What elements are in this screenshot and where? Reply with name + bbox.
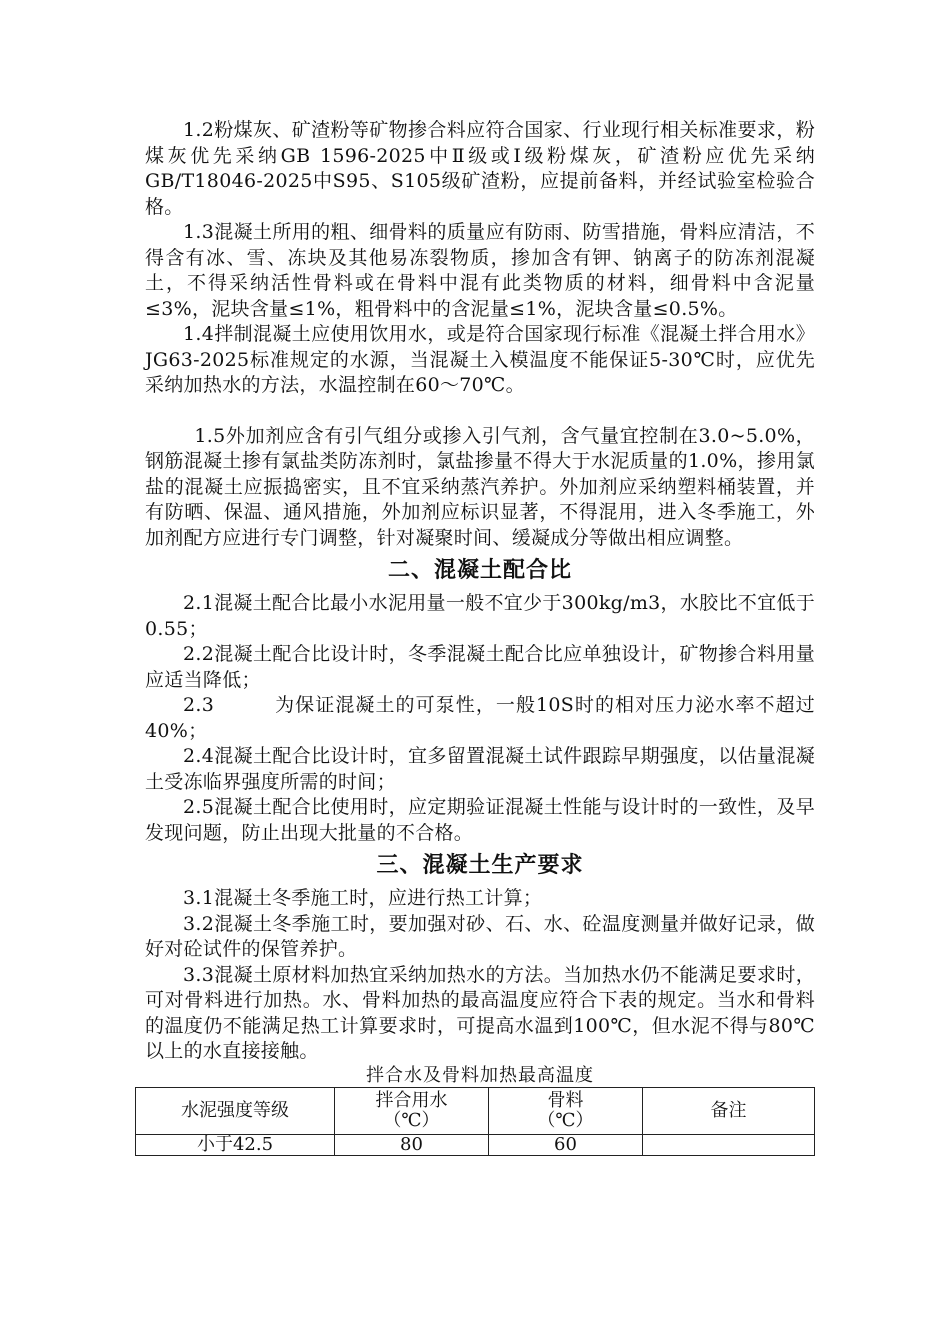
paragraph-2-2: 2.2混凝土配合比设计时，冬季混凝土配合比应单独设计，矿物掺合料用量应适当降低； <box>145 643 815 691</box>
heating-temperature-table <box>135 1087 815 1156</box>
paragraph-1-4: 1.4拌制混凝土应使用饮用水，或是符合国家现行标准《混凝土拌合用水》JG63-2025标准规定的水源，当混凝土入模温度不能保证5-30℃时，应优先采纳加热水的方法，水温控制在60～70℃。 <box>145 323 815 396</box>
table-header-row <box>136 1087 815 1134</box>
paragraph-2-1: 2.1混凝土配合比最小水泥用量一般不宜少于300kg/m3，水胶比不宜低于0.55； <box>145 592 815 640</box>
paragraph-1-5: 1.5外加剂应含有引气组分或掺入引气剂，含气量宜控制在3.0~5.0%，钢筋混凝土掺有氯盐类防冻剂时，氯盐掺量不得大于水泥质量的1.0%，掺用氯盐的混凝土应振捣密实，且不宜采纳蒸汽养护。外加剂应采纳塑料桶装置，并有防晒、保温、通风措施，外加剂应标识显著，不得混用，进入冬季施工，外加剂配方应进行专门调整，针对凝聚时间、缓凝成分等做出相应调整。 <box>145 424 815 549</box>
paragraph-3-3: 3.3混凝土原材料加热宜采纳加热水的方法。当加热水仍不能满足要求时，可对骨料进行加热。水、骨料加热的最高温度应符合下表的规定。当水和骨料的温度仍不能满足热工计算要求时，可提高水温到100℃，但水泥不得与80℃以上的水直接接触。 <box>145 963 815 1062</box>
section-2-heading: 二、混凝土配合比 <box>387 557 572 583</box>
paragraph-2-3: 2.3 为保证混凝土的可泵性，一般10S时的相对压力泌水率不超过40%； <box>145 694 815 742</box>
cell-aggregate: 60 <box>489 1134 643 1155</box>
cell-mixing-water: 80 <box>335 1134 489 1155</box>
header-aggregate: 骨料 （℃） <box>489 1087 643 1134</box>
cell-cement-grade: 小于42.5 <box>136 1134 335 1155</box>
document-page <box>145 118 815 1156</box>
paragraph-2-5: 2.5混凝土配合比使用时，应定期验证混凝土性能与设计时的一致性，及早发现问题，防止出现大批量的不合格。 <box>145 796 815 844</box>
paragraph-3-1: 3.1混凝土冬季施工时，应进行热工计算； <box>183 887 543 909</box>
paragraph-2-4: 2.4混凝土配合比设计时，宜多留置混凝土试件跟踪早期强度，以估量混凝土受冻临界强度所需的时间； <box>145 745 815 793</box>
header-mixing-water: 拌合用水 （℃） <box>335 1087 489 1134</box>
header-cement-grade: 水泥强度等级 <box>136 1087 335 1134</box>
section-3-heading: 三、混凝土生产要求 <box>376 852 584 878</box>
cell-remarks <box>643 1134 815 1155</box>
table-row <box>136 1134 815 1155</box>
table-caption: 拌合水及骨料加热最高温度 <box>366 1064 594 1086</box>
paragraph-1-3: 1.3混凝土所用的粗、细骨料的质量应有防雨、防雪措施，骨料应清洁，不得含有冰、雪、冻块及其他易冻裂物质，掺加含有钾、钠离子的防冻剂混凝土，不得采纳活性骨料或在骨料中混有此类物质的材料，细骨料中含泥量≤3%，泥块含量≤1%，粗骨料中的含泥量≤1%，泥块含量≤0.5%。 <box>145 221 815 320</box>
header-remarks: 备注 <box>643 1087 815 1134</box>
paragraph-3-2: 3.2混凝土冬季施工时，要加强对砂、石、水、砼温度测量并做好记录，做好对砼试件的保管养护。 <box>145 912 815 960</box>
paragraph-1-2: 1.2粉煤灰、矿渣粉等矿物掺合料应符合国家、行业现行相关标准要求，粉煤灰优先采纳GB 1596-2025中Ⅱ级或Ⅰ级粉煤灰，矿渣粉应优先采纳GB/T18046-2025中S95、S105级矿渣粉，应提前备料，并经试验室检验合格。 <box>145 119 815 218</box>
